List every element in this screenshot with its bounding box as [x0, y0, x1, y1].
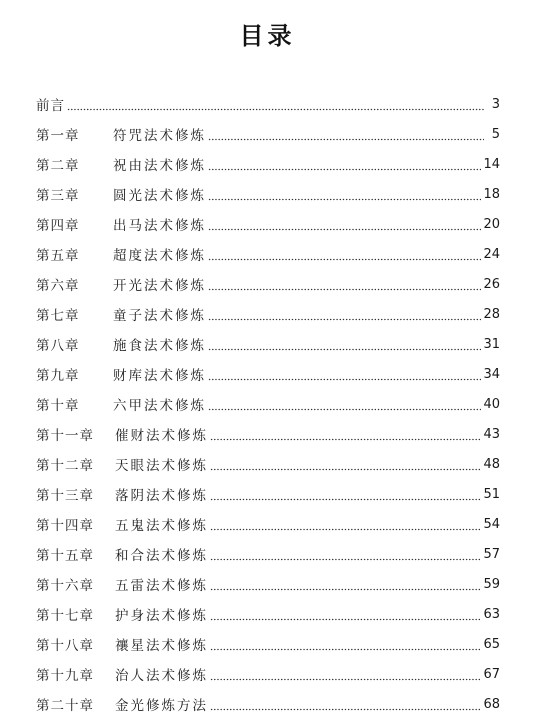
toc-chapter-label: 第十八章 [36, 638, 94, 654]
toc-chapter-label: 第十三章 [36, 488, 94, 504]
toc-leader-dots [208, 189, 481, 203]
toc-chapter-label: 第十九章 [36, 668, 94, 684]
toc-chapter-title: 童子法术修炼 [113, 308, 206, 324]
toc-page-number: 26 [483, 276, 500, 292]
toc-chapter-title: 圆光法术修炼 [113, 188, 206, 204]
toc-leader-dots [210, 549, 481, 563]
toc-chapter-title: 出马法术修炼 [113, 218, 206, 234]
toc-row[interactable] [36, 239, 500, 269]
toc-chapter-title: 超度法术修炼 [113, 248, 206, 264]
toc-page-number: 54 [483, 516, 500, 532]
toc-leader-dots [208, 219, 481, 233]
toc-page-number: 51 [483, 486, 500, 502]
toc-page-number: 18 [483, 186, 500, 202]
page-title: 目录 [239, 22, 296, 50]
toc-page-number: 24 [483, 246, 500, 262]
toc-row[interactable] [36, 629, 500, 659]
toc-leader-dots [208, 399, 481, 413]
toc-row[interactable] [36, 599, 500, 629]
toc-chapter-title: 天眼法术修炼 [115, 458, 208, 474]
toc-chapter-title: 施食法术修炼 [113, 338, 206, 354]
toc-chapter-label: 第十章 [36, 398, 80, 414]
toc-leader-dots [210, 609, 481, 623]
toc-row[interactable] [36, 299, 500, 329]
toc-chapter-title: 祝由法术修炼 [113, 158, 206, 174]
toc-row[interactable] [36, 509, 500, 539]
toc-row[interactable] [36, 329, 500, 359]
toc-chapter-title: 禳星法术修炼 [115, 638, 208, 654]
toc-chapter-title: 催财法术修炼 [115, 428, 208, 444]
toc-row-preface[interactable] [36, 89, 500, 119]
toc-chapter-label: 第一章 [36, 128, 80, 144]
toc-leader-dots [210, 489, 481, 503]
toc-chapter-title: 开光法术修炼 [113, 278, 206, 294]
toc-chapter-label: 第三章 [36, 188, 80, 204]
toc-leader-dots [208, 249, 481, 263]
toc-chapter-title: 六甲法术修炼 [113, 398, 206, 414]
toc-chapter-title: 护身法术修炼 [115, 608, 208, 624]
toc-leader-dots [210, 579, 481, 593]
toc-page-number: 48 [483, 456, 500, 472]
toc-page-number: 57 [483, 546, 500, 562]
toc-leader-dots [208, 339, 481, 353]
toc-row[interactable] [36, 269, 500, 299]
toc-row[interactable] [36, 179, 500, 209]
toc-chapter-title: 和合法术修炼 [115, 548, 208, 564]
toc-leader-dots [210, 639, 481, 653]
toc-chapter-title: 符咒法术修炼 [113, 128, 206, 144]
toc-row[interactable] [36, 659, 500, 689]
toc-leader-dots [208, 129, 484, 143]
toc-chapter-label: 第九章 [36, 368, 80, 384]
toc-chapter-label: 第十四章 [36, 518, 94, 534]
toc-row[interactable] [36, 569, 500, 599]
toc-page-number: 65 [483, 636, 500, 652]
toc-page-number: 34 [483, 366, 500, 382]
toc-chapter-label: 第十一章 [36, 428, 94, 444]
toc-chapter-label: 第十二章 [36, 458, 94, 474]
toc-page-number: 63 [483, 606, 500, 622]
toc-chapter-title: 财库法术修炼 [113, 368, 206, 384]
toc-chapter-label: 第六章 [36, 278, 80, 294]
toc-row[interactable] [36, 479, 500, 509]
toc-leader-dots [210, 459, 481, 473]
toc-row[interactable] [36, 419, 500, 449]
toc-page-number: 20 [483, 216, 500, 232]
toc-leader-dots [208, 309, 481, 323]
toc-chapter-label: 第十六章 [36, 578, 94, 594]
toc-leader-dots [208, 159, 481, 173]
toc-row[interactable] [36, 689, 500, 719]
toc-chapter-title: 五雷法术修炼 [115, 578, 208, 594]
toc-chapter-label: 第七章 [36, 308, 80, 324]
toc-chapter-label: 第十七章 [36, 608, 94, 624]
toc-leader-dots [210, 429, 481, 443]
toc-chapter-label: 第八章 [36, 338, 80, 354]
toc-page-number: 59 [483, 576, 500, 592]
toc-page-number: 43 [483, 426, 500, 442]
toc-chapter-label: 第五章 [36, 248, 80, 264]
toc-row[interactable] [36, 539, 500, 569]
toc-page-number: 68 [483, 696, 500, 712]
toc-page-number: 14 [483, 156, 500, 172]
toc-page-number: 67 [483, 666, 500, 682]
toc-page-number: 31 [483, 336, 500, 352]
toc-row[interactable] [36, 209, 500, 239]
toc-page-number: 3 [491, 96, 500, 112]
toc-page-number: 28 [483, 306, 500, 322]
toc-leader-dots [210, 519, 481, 533]
toc-row[interactable] [36, 449, 500, 479]
toc-leader-dots [208, 369, 481, 383]
toc-row[interactable] [36, 389, 500, 419]
toc-row[interactable] [36, 359, 500, 389]
toc-chapter-label: 前言 [36, 98, 65, 114]
toc-page-number: 40 [483, 396, 500, 412]
toc-chapter-label: 第四章 [36, 218, 80, 234]
toc-chapter-label: 第十五章 [36, 548, 94, 564]
table-of-contents [36, 89, 500, 719]
toc-chapter-title: 落阴法术修炼 [115, 488, 208, 504]
toc-leader-dots [210, 669, 481, 683]
toc-leader-dots [67, 99, 484, 113]
toc-leader-dots [208, 279, 481, 293]
toc-chapter-label: 第二十章 [36, 698, 94, 714]
toc-leader-dots [210, 699, 481, 713]
toc-chapter-title: 金光修炼方法 [115, 698, 208, 714]
toc-page-number: 5 [491, 126, 500, 142]
toc-row[interactable] [36, 149, 500, 179]
toc-chapter-title: 治人法术修炼 [115, 668, 208, 684]
toc-chapter-label: 第二章 [36, 158, 80, 174]
toc-chapter-title: 五鬼法术修炼 [115, 518, 208, 534]
toc-row[interactable] [36, 119, 500, 149]
